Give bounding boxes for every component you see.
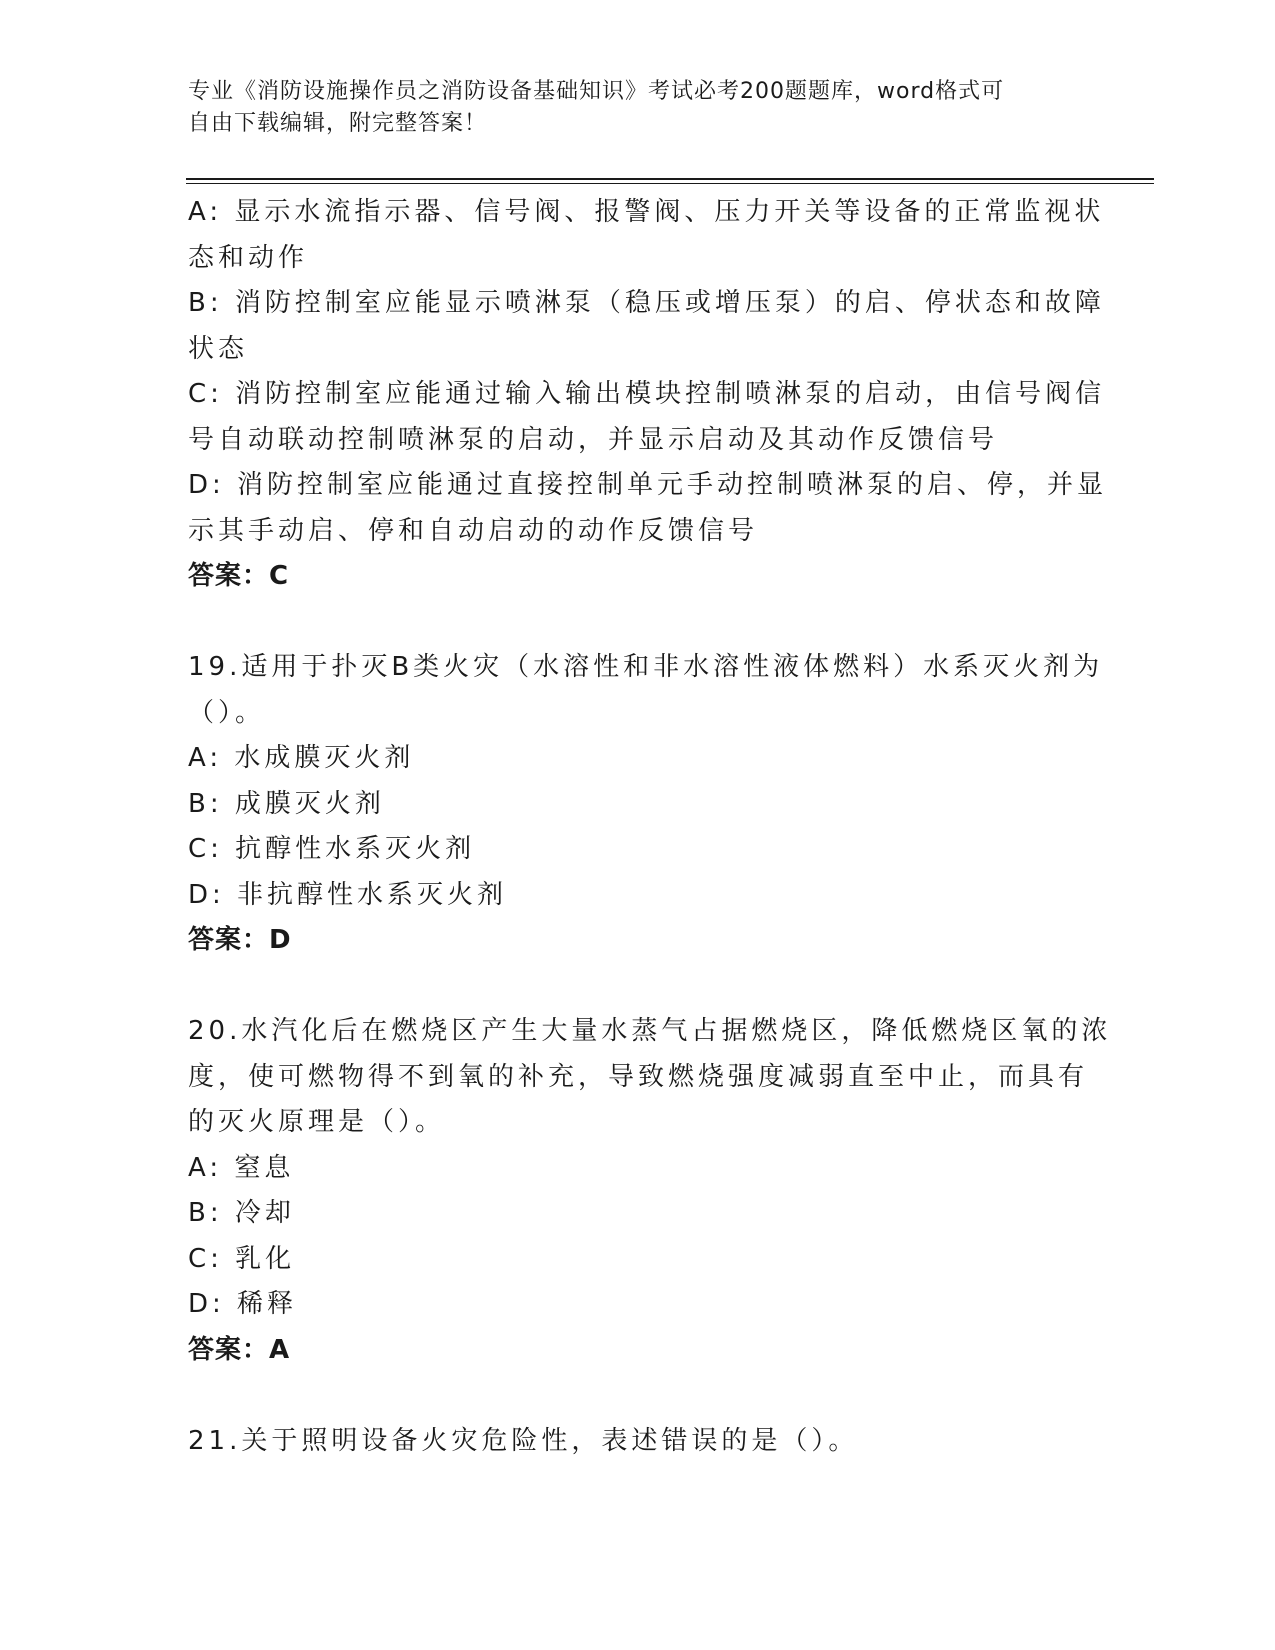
question-text-line-1: 20.水汽化后在燃烧区产生大量水蒸气占据燃烧区，降低燃烧区氧的浓 [188,1016,1112,1046]
option-c: C: 抗醇性水系灭火剂 [188,834,476,864]
header-line-2: 自由下载编辑，附完整答案！ [188,111,488,136]
answer-18: 答案：C [188,561,290,591]
question-20 [188,1009,1112,1373]
option-a-line-2: 态和动作 [188,242,309,273]
header-line-1: 专业《消防设施操作员之消防设备基础知识》考试必考200题题库，word格式可 [188,79,1005,104]
option-b: B: 冷却 [188,1198,295,1228]
option-d-line-2: 示其手动启、停和自动启动的动作反馈信号 [188,515,759,546]
question-18 [188,190,1108,600]
document-header [188,76,1088,140]
option-a: A: 窒息 [188,1152,295,1183]
option-c: C: 乳化 [188,1243,296,1274]
option-d: D: 非抗醇性水系灭火剂 [188,879,508,910]
option-b-line-2: 状态 [188,333,249,364]
spacer [188,1373,1068,1419]
spacer [188,964,1068,1010]
option-d: D: 稀释 [188,1289,298,1319]
spacer [188,600,1068,646]
header-divider-thick [186,178,1154,180]
question-text-line-3: 的灭火原理是（）。 [188,1107,446,1137]
option-d-line-1: D: 消防控制室应能通过直接控制单元手动控制喷淋泵的启、停，并显 [188,470,1108,500]
option-c-line-1: C: 消防控制室应能通过输入输出模块控制喷淋泵的启动，由信号阀信 [188,379,1106,409]
question-content [188,190,1112,1464]
header-divider-thin [186,183,1154,184]
question-text-line-2: 度，使可燃物得不到氧的补充，导致燃烧强度减弱直至中止，而具有 [188,1061,1089,1092]
option-a-line-1: A: 显示水流指示器、信号阀、报警阀、压力开关等设备的正常监视状 [188,197,1105,227]
answer-19: 答案：D [188,925,292,955]
question-text-line-1: 19.适用于扑灭B类火灾（水溶性和非水溶性液体燃料）水系灭火剂为 [188,652,1104,682]
option-b-line-1: B: 消防控制室应能显示喷淋泵（稳压或增压泵）的启、停状态和故障 [188,288,1105,318]
question-21 [188,1419,1068,1465]
option-c-line-2: 号自动联动控制喷淋泵的启动，并显示启动及其动作反馈信号 [188,424,999,455]
option-b: B: 成膜灭火剂 [188,788,385,819]
question-text-line-2: （）。 [188,697,266,728]
question-text-line-1: 21.关于照明设备火灾危险性，表述错误的是（）。 [188,1425,859,1456]
answer-20: 答案：A [188,1334,291,1365]
question-19 [188,645,1104,964]
option-a: A: 水成膜灭火剂 [188,743,415,773]
